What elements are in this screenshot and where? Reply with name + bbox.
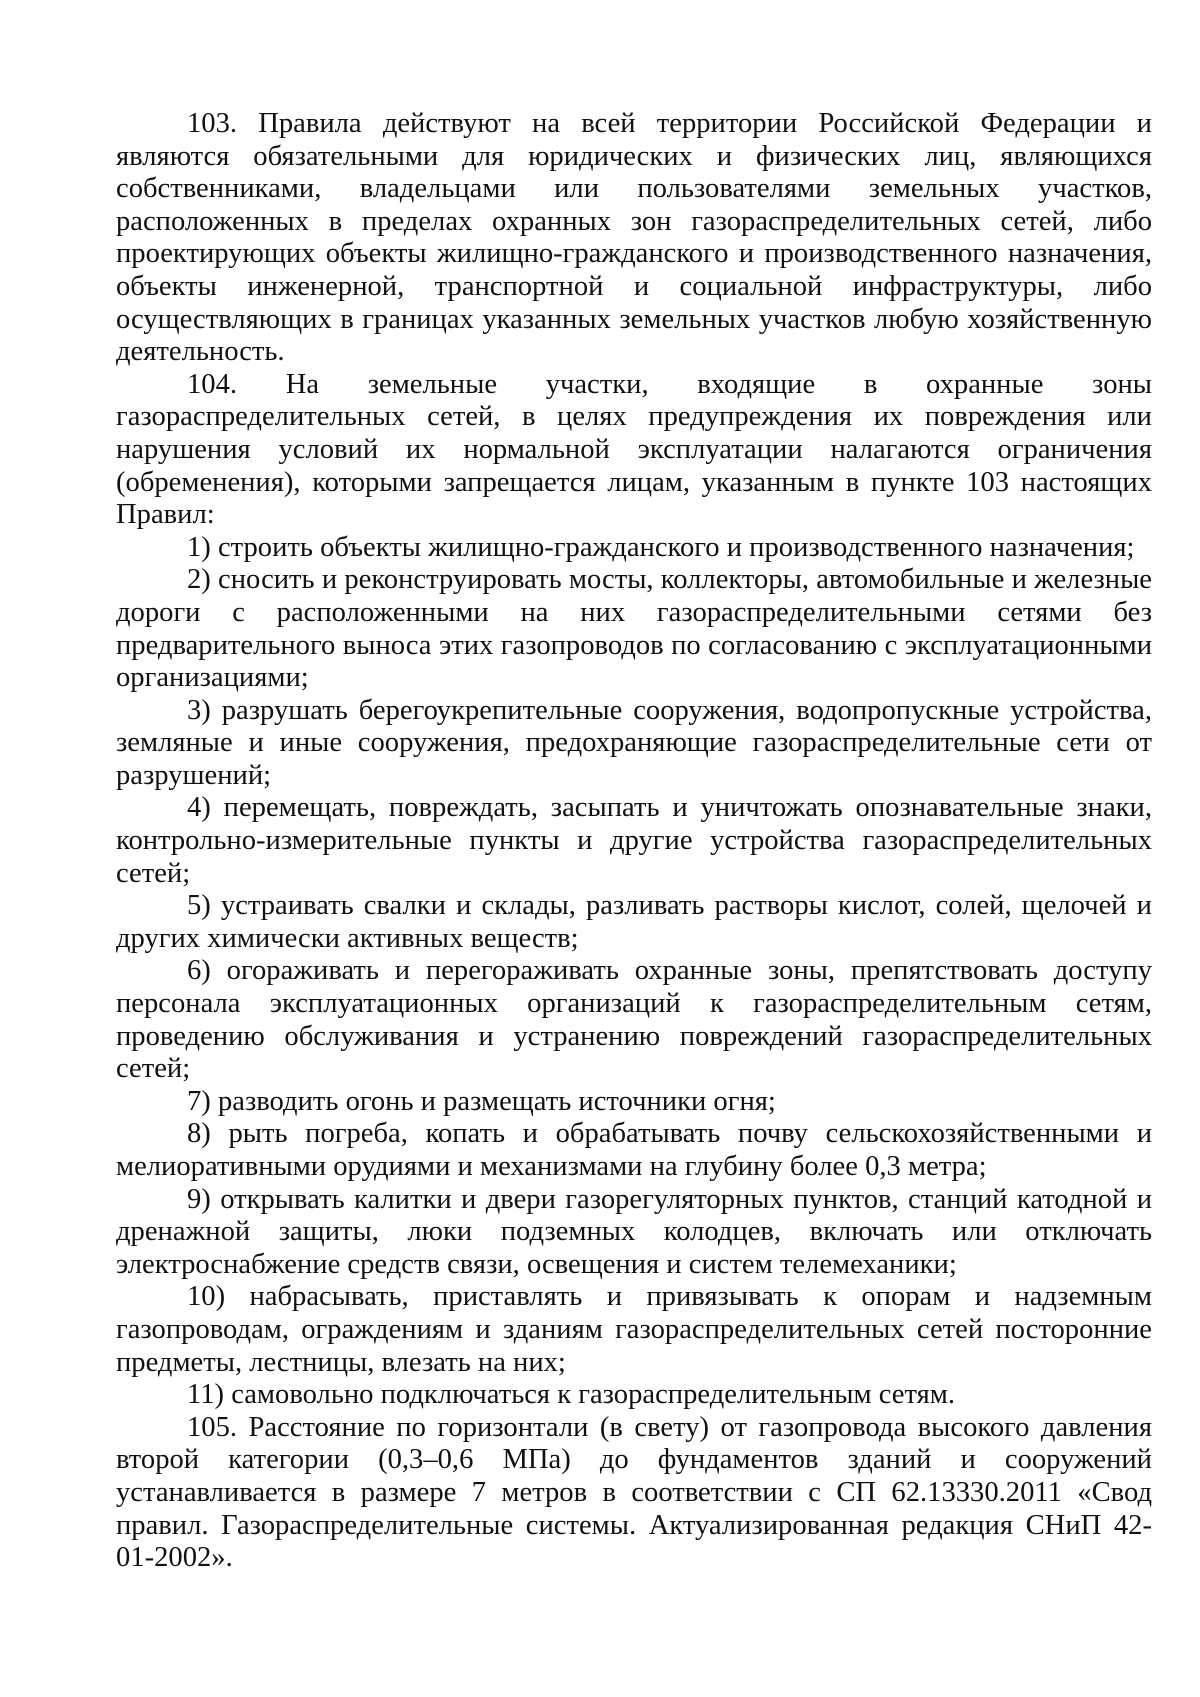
list-item-6: 6) огораживать и перегораживать охранные зоны, препятствовать доступу персонала эксплуатационных организаций к газораспределительным сетям, проведению обслуживания и устранению повреждений газораспределительных сетей; [116, 955, 1152, 1085]
list-item-11: 11) самовольно подключаться к газораспределительным сетям. [187, 1379, 956, 1411]
paragraph-105: 105. Расстояние по горизонтали (в свету) от газопровода высокого давления второй категории (0,3–0,6 МПа) до фундаментов зданий и сооружений устанавливается в размере 7 метров в соответствии с СП 62.13330.2011 «Свод правил. Газораспределительные системы. Актуализированная редакция СНиП 42-01-2002». [116, 1411, 1152, 1574]
list-item-7: 7) разводить огонь и размещать источники огня; [187, 1085, 776, 1117]
list-item-2: 2) сносить и реконструировать мосты, коллекторы, автомобильные и железные дороги с расположенными на них газораспределительными сетями без предварительного выноса этих газопроводов по согласованию с эксплуатационными организациями; [116, 564, 1152, 694]
list-item-4: 4) перемещать, повреждать, засыпать и уничтожать опознавательные знаки, контрольно-измерительные пункты и другие устройства газораспределительных сетей; [116, 792, 1152, 889]
list-item-8: 8) рыть погреба, копать и обрабатывать почву сельскохозяйственными и мелиоративными орудиями и механизмами на глубину более 0,3 метра; [116, 1118, 1152, 1182]
list-item-1: 1) строить объекты жилищно-гражданского и производственного назначения; [187, 531, 1135, 563]
paragraph-103: 103. Правила действуют на всей территории Российской Федерации и являются обязательными для юридических и физических лиц, являющихся собственниками, владельцами или пользователями земельных участков, расположенных в пределах охранных зон газораспределительных сетей, либо проектирующих объекты жилищно-гражданского и производственного назначения, объекты инженерной, транспортной и социальной инфраструктуры, либо осуществляющих в границах указанных земельных участков любую хозяйственную деятельность. [116, 108, 1152, 368]
list-item-5: 5) устраивать свалки и склады, разливать растворы кислот, солей, щелочей и других химически активных веществ; [116, 890, 1152, 954]
document-page [116, 108, 1152, 1575]
list-item-10: 10) набрасывать, приставлять и привязывать к опорам и надземным газопроводам, ограждениям и зданиям газораспределительных сетей посторонние предметы, лестницы, влезать на них; [116, 1281, 1152, 1378]
list-item-3: 3) разрушать берегоукрепительные сооружения, водопропускные устройства, земляные и иные сооружения, предохраняющие газораспределительные сети от разрушений; [116, 694, 1152, 791]
paragraph-104: 104. На земельные участки, входящие в охранные зоны газораспределительных сетей, в целях предупреждения их повреждения или нарушения условий их нормальной эксплуатации налагаются ограничения (обременения), которыми запрещается лицам, указанным в пункте 103 настоящих Правил: [116, 368, 1152, 531]
list-item-9: 9) открывать калитки и двери газорегуляторных пунктов, станций катодной и дренажной защиты, люки подземных колодцев, включать или отключать электроснабжение средств связи, освещения и систем телемеханики; [116, 1183, 1152, 1280]
